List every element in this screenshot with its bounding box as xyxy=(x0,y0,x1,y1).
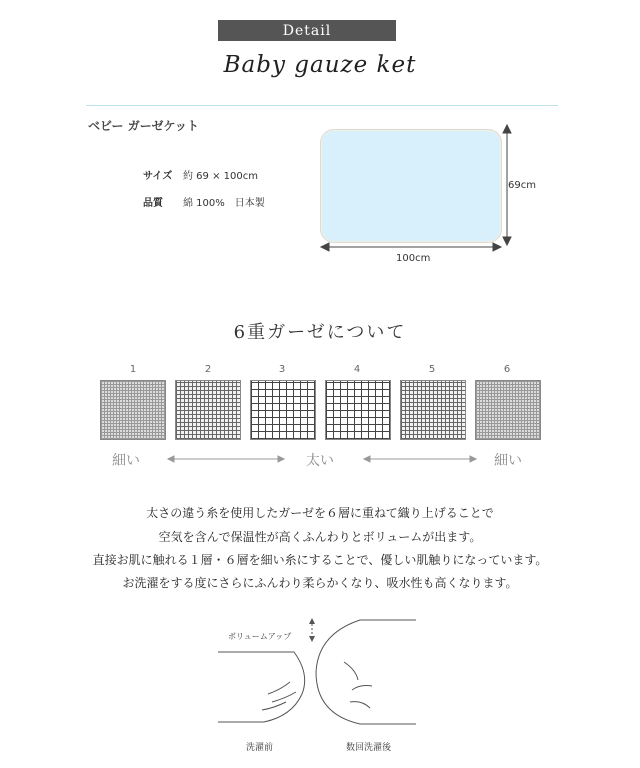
description-line-3: 直接お肌に触れる１層・６層を細い糸にすることで、優しい肌触りになっています。 xyxy=(92,553,548,567)
thickness-arrows xyxy=(160,450,490,470)
thin-label-left: 細い xyxy=(112,453,140,469)
layer-number-6: 6 xyxy=(503,364,511,375)
gauze-layer-3 xyxy=(250,380,316,440)
layer-number-5: 5 xyxy=(428,364,436,375)
layer-number-4: 4 xyxy=(353,364,361,375)
dimension-arrows xyxy=(310,120,540,260)
script-title: Baby gauze ket xyxy=(223,52,417,78)
description-line-4: お洗濯をする度にさらにふんわり柔らかくなり、吸水性も高くなります。 xyxy=(122,576,518,590)
layer-number-1: 1 xyxy=(129,364,137,375)
height-label: 69cm xyxy=(508,180,536,191)
section-divider xyxy=(86,105,558,106)
gauze-layer-4 xyxy=(325,380,391,440)
thin-label-right: 細い xyxy=(494,453,522,469)
before-wash-caption: 洗濯前 xyxy=(246,743,274,753)
layer-number-2: 2 xyxy=(204,364,212,375)
after-wash-caption: 数回洗濯後 xyxy=(346,743,392,753)
spec-size-value: 約 69 × 100cm xyxy=(183,171,258,182)
volume-illustration xyxy=(210,612,430,740)
width-label: 100cm xyxy=(396,253,431,264)
description-line-2: 空気を含んで保温性が高くふんわりとボリュームが出ます。 xyxy=(158,530,482,544)
description-line-1: 太さの違う糸を使用したガーゼを６層に重ねて織り上げることで xyxy=(146,506,494,520)
gauze-heading: 6重ガーゼについて xyxy=(233,322,407,343)
thick-label-center: 太い xyxy=(306,453,334,469)
detail-tab: Detail xyxy=(218,20,396,41)
gauze-layer-5 xyxy=(400,380,466,440)
volume-up-label: ボリュームアップ xyxy=(228,632,292,641)
spec-size-label: サイズ xyxy=(143,171,173,182)
product-name: ベビー ガーゼケット xyxy=(88,119,199,133)
gauze-layer-1 xyxy=(100,380,166,440)
spec-quality-value: 綿 100% 日本製 xyxy=(183,198,265,209)
layer-number-3: 3 xyxy=(278,364,286,375)
gauze-layer-6 xyxy=(475,380,541,440)
spec-quality-label: 品質 xyxy=(143,198,163,209)
gauze-layer-2 xyxy=(175,380,241,440)
